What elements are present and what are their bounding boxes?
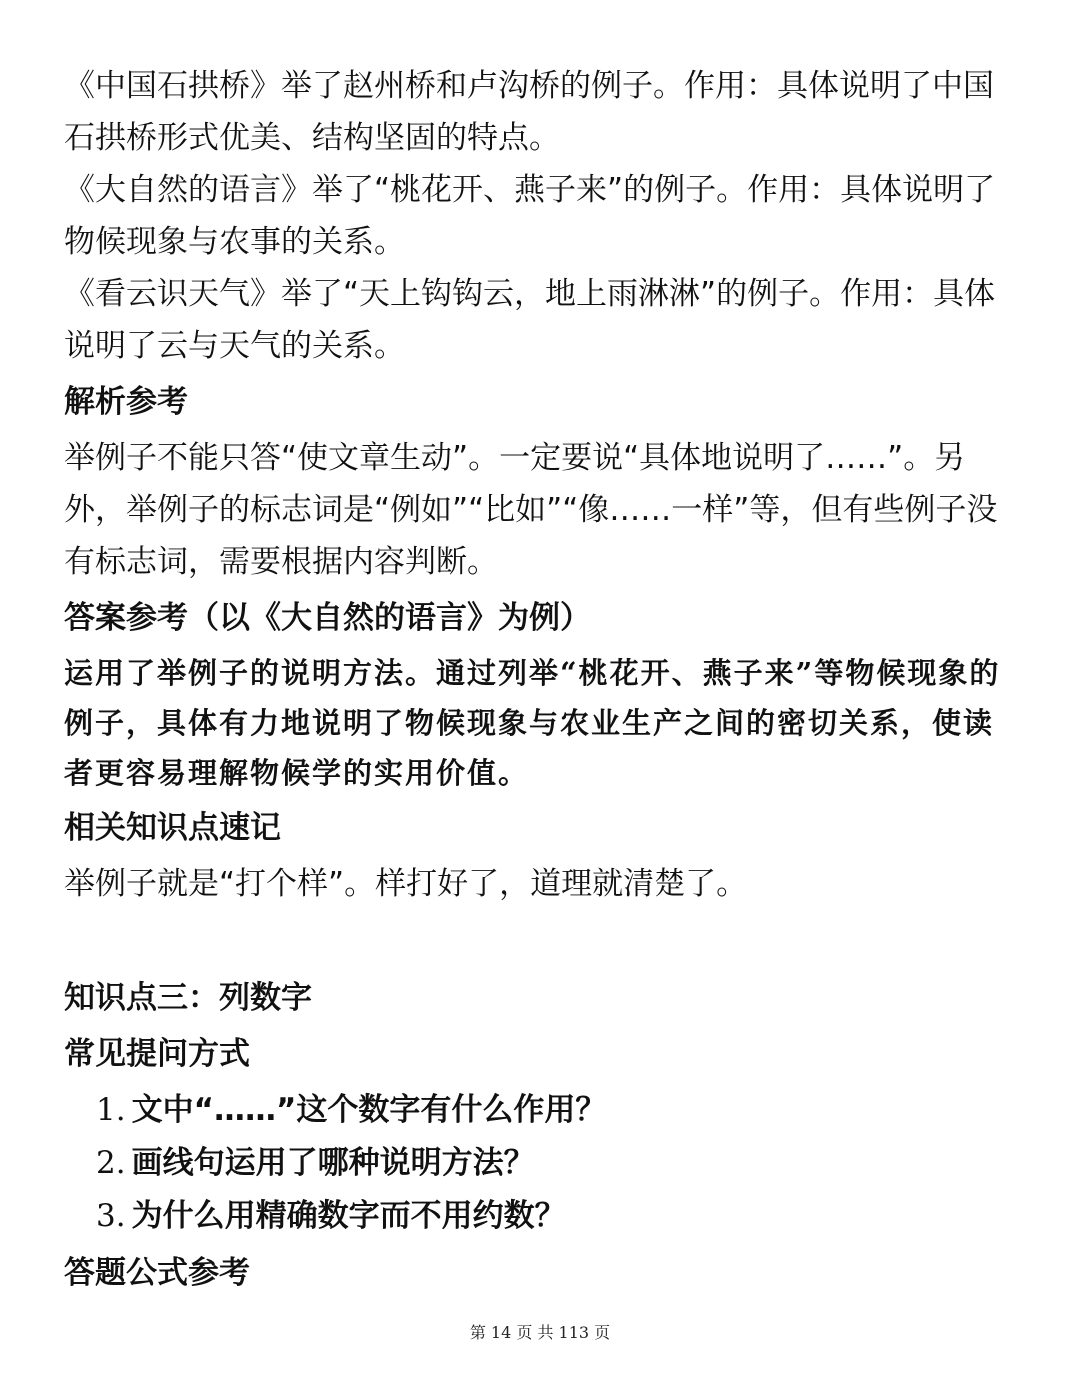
answer-heading: 答案参考（以《大自然的语言》为例） (64, 600, 591, 636)
example-paragraph-nature-language: 《大自然的语言》举了“桃花开、燕子来”的例子。作用：具体说明了物候现象与农事的关系。 (64, 172, 996, 260)
question-text: 画线句运用了哪种说明方法？ (131, 1145, 535, 1181)
question-number: 1. (96, 1092, 126, 1128)
question-number: 2. (96, 1145, 126, 1181)
question-text: 文中“……”这个数字有什么作用？ (131, 1092, 607, 1128)
question-list (64, 1084, 1024, 1243)
question-item (96, 1137, 1024, 1190)
question-item (96, 1084, 1024, 1137)
analysis-heading: 解析参考 (64, 384, 188, 420)
example-paragraph-clouds-weather: 《看云识天气》举了“天上钩钩云，地上雨淋淋”的例子。作用：具体说明了云与天气的关系。 (64, 276, 996, 364)
answer-text: 运用了举例子的说明方法。通过列举“桃花开、燕子来”等物候现象的例子，具体有力地说明了物候现象与农业生产之间的密切关系，使读者更容易理解物候学的实用价值。 (64, 656, 1001, 790)
questions-heading: 常见提问方式 (64, 1036, 250, 1072)
question-text: 为什么用精确数字而不用约数？ (131, 1198, 566, 1234)
memo-heading: 相关知识点速记 (64, 810, 281, 846)
question-number: 3. (96, 1198, 126, 1234)
page-content (64, 60, 1024, 1303)
memo-text: 举例子就是“打个样”。样打好了，道理就清楚了。 (64, 866, 748, 902)
formula-heading: 答题公式参考 (64, 1255, 250, 1291)
page-number-footer: 第 14 页 共 113 页 (469, 1323, 611, 1342)
example-paragraph-stone-bridge: 《中国石拱桥》举了赵州桥和卢沟桥的例子。作用：具体说明了中国石拱桥形式优美、结构坚固的特点。 (64, 68, 994, 156)
question-item (96, 1190, 1024, 1243)
analysis-text: 举例子不能只答“使文章生动”。一定要说“具体地说明了……”。另外，举例子的标志词是“例如”“比如”“像……一样”等，但有些例子没有标志词，需要根据内容判断。 (64, 440, 998, 580)
section-title: 知识点三：列数字 (64, 980, 312, 1016)
section-spacer (64, 910, 1024, 968)
